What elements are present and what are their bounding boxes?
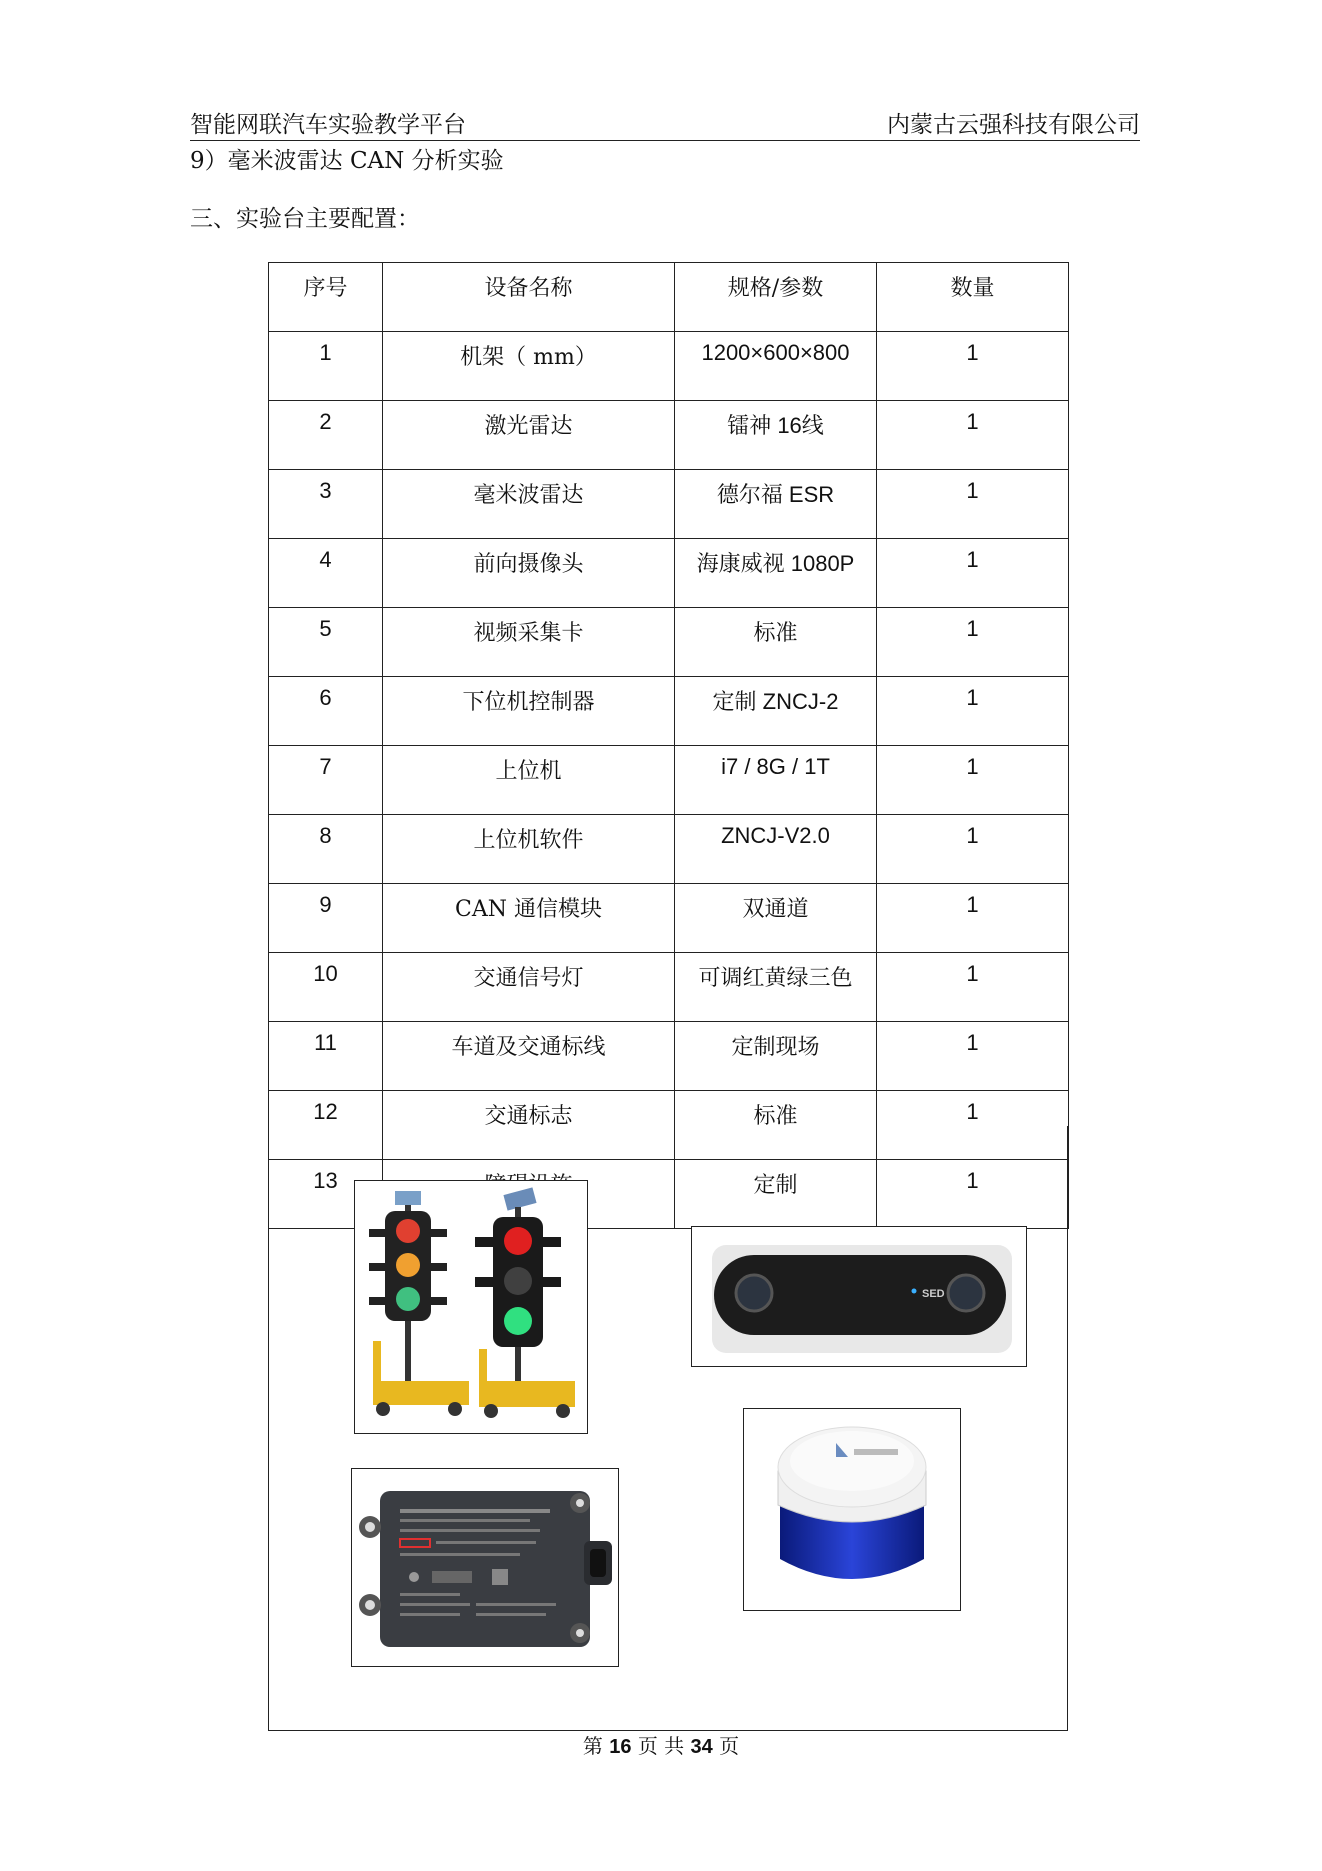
- page-header: [190, 106, 1140, 141]
- cell-device-name: 上位机软件: [383, 815, 675, 884]
- table-row: [269, 539, 1069, 608]
- cell-index: 1: [269, 332, 383, 401]
- cell-device-name: 毫米波雷达: [383, 470, 675, 539]
- radar-module-photo: [351, 1468, 619, 1667]
- cell-spec: 定制 ZNCJ-2: [675, 677, 877, 746]
- camera-photo: [691, 1226, 1027, 1367]
- cell-quantity: 1: [877, 677, 1069, 746]
- table-row: [269, 746, 1069, 815]
- table-row: [269, 953, 1069, 1022]
- table-row: [269, 401, 1069, 470]
- experiment-item-9: 9）毫米波雷达 CAN 分析实验: [190, 148, 504, 174]
- cell-quantity: 1: [877, 1022, 1069, 1091]
- table-row: [269, 1022, 1069, 1091]
- col-header-qty: 数量: [877, 263, 1069, 332]
- cell-device-name: CAN 通信模块: [383, 884, 675, 953]
- cell-spec: 定制现场: [675, 1022, 877, 1091]
- table-row: [269, 815, 1069, 884]
- table-row: [269, 470, 1069, 539]
- lidar-image: [744, 1409, 960, 1610]
- header-company: 内蒙古云强科技有限公司: [887, 112, 1140, 138]
- col-header-spec: 规格/参数: [675, 263, 877, 332]
- cell-spec: 1200×600×800: [675, 332, 877, 401]
- equipment-images-panel: [268, 1126, 1068, 1731]
- cell-index: 8: [269, 815, 383, 884]
- header-title: 智能网联汽车实验教学平台: [190, 112, 466, 138]
- cell-spec: 标准: [675, 1091, 877, 1160]
- col-header-index: 序号: [269, 263, 383, 332]
- lidar-photo: [743, 1408, 961, 1611]
- cell-device-name: 下位机控制器: [383, 677, 675, 746]
- cell-quantity: 1: [877, 1091, 1069, 1160]
- cell-spec: 标准: [675, 608, 877, 677]
- table-row: [269, 677, 1069, 746]
- cell-device-name: 交通标志: [383, 1091, 675, 1160]
- cell-device-name: 上位机: [383, 746, 675, 815]
- cell-spec: 可调红黄绿三色: [675, 953, 877, 1022]
- camera-brand-label: SED: [922, 1288, 945, 1300]
- cell-device-name: 车道及交通标线: [383, 1022, 675, 1091]
- cell-index: 13: [269, 1160, 383, 1229]
- cell-spec: 双通道: [675, 884, 877, 953]
- cell-device-name: 机架（ mm）: [383, 332, 675, 401]
- cell-quantity: 1: [877, 608, 1069, 677]
- cell-spec: 定制: [675, 1160, 877, 1229]
- traffic-light-photo: [354, 1180, 588, 1434]
- cell-index: 7: [269, 746, 383, 815]
- cell-device-name: 视频采集卡: [383, 608, 675, 677]
- cell-index: 6: [269, 677, 383, 746]
- cell-device-name: 交通信号灯: [383, 953, 675, 1022]
- table-row: [269, 332, 1069, 401]
- cell-quantity: 1: [877, 1160, 1069, 1229]
- radar-module-image: [352, 1469, 618, 1666]
- camera-image: [692, 1227, 1026, 1366]
- footer-middle: 页 共: [637, 1734, 685, 1758]
- cell-spec: ZNCJ-V2.0: [675, 815, 877, 884]
- cell-index: 10: [269, 953, 383, 1022]
- cell-index: 11: [269, 1022, 383, 1091]
- cell-spec: 镭神 16线: [675, 401, 877, 470]
- section-title: 三、实验台主要配置：: [190, 206, 420, 232]
- cell-quantity: 1: [877, 953, 1069, 1022]
- table-header-row: [269, 263, 1069, 332]
- current-page-number: 16: [609, 1736, 632, 1758]
- cell-quantity: 1: [877, 815, 1069, 884]
- cell-quantity: 1: [877, 884, 1069, 953]
- table-row: [269, 884, 1069, 953]
- cell-spec: i7 / 8G / 1T: [675, 746, 877, 815]
- traffic-light-image: [355, 1181, 587, 1433]
- cell-spec: 德尔福 ESR: [675, 470, 877, 539]
- cell-index: 2: [269, 401, 383, 470]
- total-page-number: 34: [690, 1736, 713, 1758]
- table-row: [269, 608, 1069, 677]
- cell-index: 5: [269, 608, 383, 677]
- cell-device-name: 激光雷达: [383, 401, 675, 470]
- footer-suffix: 页: [719, 1734, 740, 1758]
- cell-index: 12: [269, 1091, 383, 1160]
- cell-quantity: 1: [877, 470, 1069, 539]
- footer-prefix: 第: [582, 1734, 603, 1758]
- cell-device-name: 前向摄像头: [383, 539, 675, 608]
- cell-quantity: 1: [877, 746, 1069, 815]
- cell-index: 4: [269, 539, 383, 608]
- cell-index: 3: [269, 470, 383, 539]
- col-header-name: 设备名称: [383, 263, 675, 332]
- cell-spec: 海康威视 1080P: [675, 539, 877, 608]
- cell-index: 9: [269, 884, 383, 953]
- cell-quantity: 1: [877, 401, 1069, 470]
- config-table: [268, 262, 1069, 1229]
- cell-quantity: 1: [877, 539, 1069, 608]
- cell-quantity: 1: [877, 332, 1069, 401]
- page-footer: [0, 1730, 1322, 1759]
